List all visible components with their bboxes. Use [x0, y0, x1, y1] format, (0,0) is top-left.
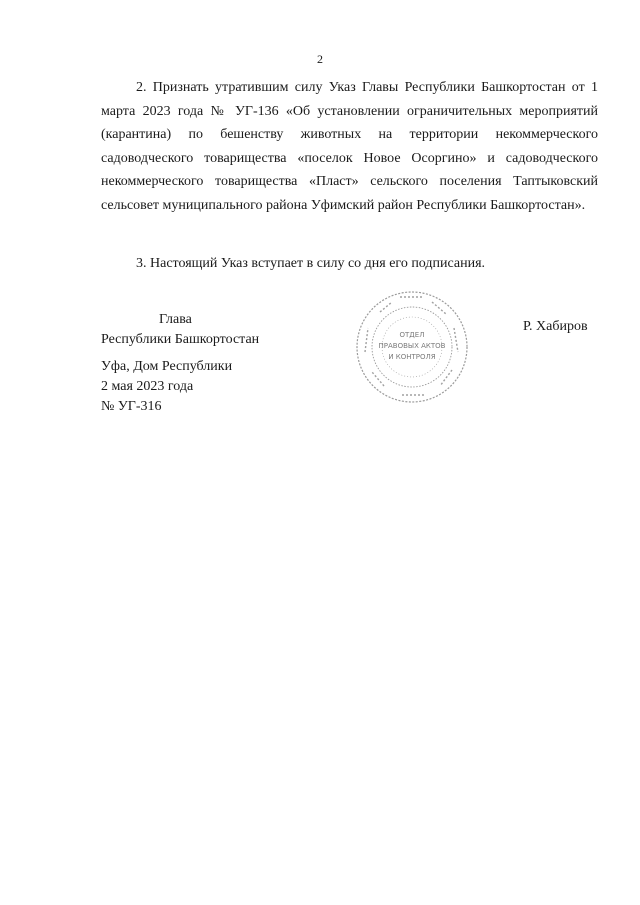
stamp-ring-text-mark	[380, 302, 392, 312]
stamp-ring-text-mark	[372, 372, 384, 386]
stamp-ring-text-mark	[440, 370, 452, 386]
place-date-block	[101, 357, 232, 417]
signer-name: Р. Хабиров	[523, 319, 588, 334]
stamp-text-line2: ПРАВОВЫХ АКТОВ	[378, 342, 446, 350]
place: Уфа, Дом Республики	[101, 359, 233, 374]
page-number: 2	[317, 52, 323, 66]
signature-title	[101, 310, 259, 350]
signature-title-line1: Глава	[159, 312, 192, 327]
official-stamp	[352, 288, 472, 406]
stamp-text-line3: И КОНТРОЛЯ	[388, 353, 436, 361]
stamp-ring-text-mark	[432, 302, 446, 314]
paragraph-3: 3. Настоящий Указ вступает в силу со дня его подписания.	[136, 256, 486, 271]
document-date: 2 мая 2023 года	[101, 379, 194, 394]
stamp-ring-text-mark	[365, 328, 368, 352]
stamp-text-line1: ОТДЕЛ	[399, 331, 425, 339]
document-number: № УГ-316	[101, 399, 162, 414]
signature-title-line2: Республики Башкортостан	[101, 332, 260, 347]
stamp-ring-text-mark	[454, 328, 458, 352]
paragraph-2: 2. Признать утратившим силу Указ Главы Республики Башкортостан от 1 марта 2023 года № УГ-136 «Об установлении ограничительных мероприятий (карантина) по бешенству животных на территории некоммерческого садоводческого товарищества «поселок Новое Осоргино» и садоводческого некоммерческого товарищества «Пласт» сельского поселения Таптыковский сельсовет муниципального района Уфимский район Республики Башкортостан».	[101, 80, 598, 213]
